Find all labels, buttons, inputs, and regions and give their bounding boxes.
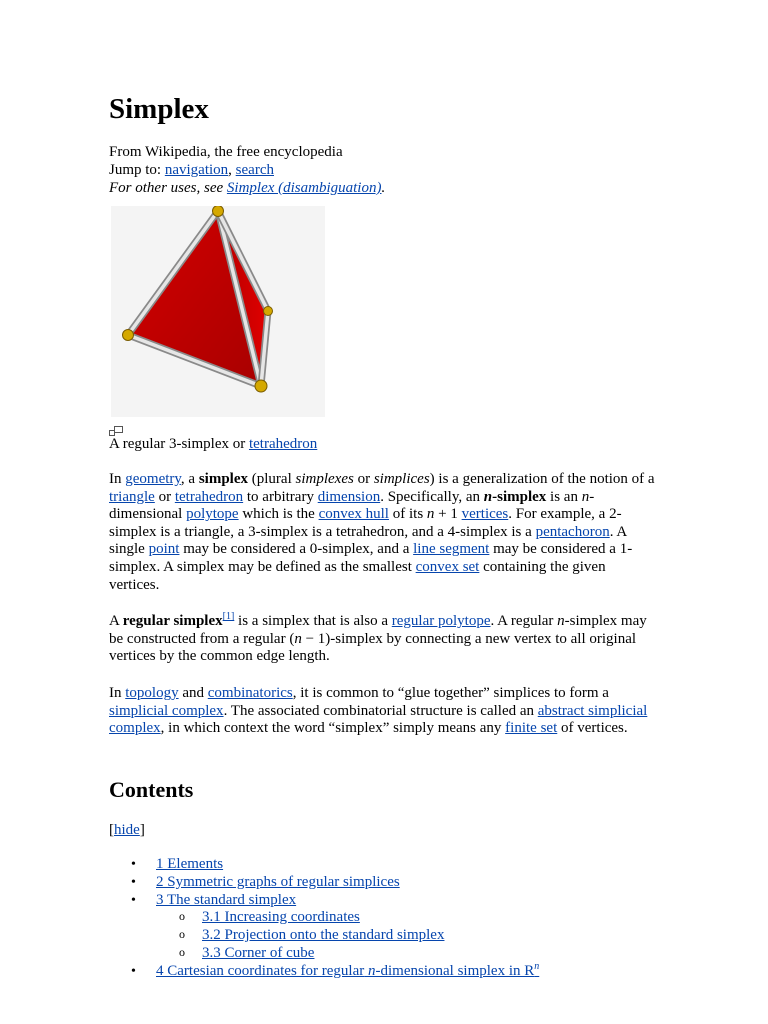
- term-n-simplex: n-simplex: [483, 488, 547, 505]
- convex-hull-link[interactable]: convex hull: [318, 506, 389, 523]
- jump-separator: ,: [228, 162, 232, 178]
- dimension-link[interactable]: dimension: [317, 488, 381, 505]
- regular-simplex-paragraph: [109, 613, 657, 666]
- simplicial-complex-link[interactable]: simplicial complex: [109, 702, 224, 719]
- triangle-link[interactable]: triangle: [109, 488, 155, 505]
- convex-set-link[interactable]: convex set: [415, 558, 480, 575]
- toc-subitem: [156, 909, 669, 927]
- hatnote-suffix: .: [381, 180, 386, 196]
- paragraph-text: In geometry, a simplex (plural simplexes or simplices) is a generalization of the notion of a triangle or tetrahedron to arbitrary dimension. Specifically, an n-simplex is an n-dimensional polytope which is the convex hull of its n + 1 vertices. For example, a 2-simplex is a triangle, a 3-simplex is a tetrahedron, and a 4-simplex is a pentachoron. A single point may be considered a 0-simplex, and a line segment may be considered a 1-simplex. A simplex may be defined as the smallest convex set containing the given vertices.: [109, 471, 655, 593]
- search-link[interactable]: search: [235, 162, 274, 178]
- geometry-link[interactable]: geometry: [125, 471, 181, 487]
- tetrahedron-illustration: [111, 206, 325, 417]
- toc-item: [109, 874, 669, 892]
- paragraph-text: A regular simplex[1] is a simplex that is also a regular polytope. A regular n-simplex may be constructed from a regular (n − 1)-simplex by connecting a new vertex to all original vertices by the common edge length.: [109, 611, 647, 665]
- table-of-contents: [109, 856, 669, 981]
- caption-text: A regular 3-simplex or: [109, 436, 246, 452]
- disambiguation-link[interactable]: Simplex (disambiguation): [226, 180, 382, 196]
- finite-set-link[interactable]: finite set: [505, 720, 558, 737]
- jump-links: [109, 162, 274, 180]
- toc-link-corner-of-cube[interactable]: 3.3 Corner of cube: [202, 944, 315, 961]
- toc-item: [109, 856, 669, 874]
- toc-link-increasing-coordinates[interactable]: 3.1 Increasing coordinates: [202, 909, 360, 926]
- vertices-link[interactable]: vertices: [461, 506, 509, 523]
- page-title: Simplex: [109, 93, 209, 125]
- toc-list: [109, 856, 669, 981]
- contents-heading: Contents: [109, 777, 194, 802]
- navigation-link[interactable]: navigation: [164, 162, 229, 178]
- point-link[interactable]: point: [148, 541, 180, 558]
- paragraph-text: In topology and combinatorics, it is common to “glue together” simplices to form a simplicial complex. The associated combinatorial structure is called an abstract simplicial complex, in which context the word “simplex” simply means any finite set of vertices.: [109, 685, 648, 737]
- toc-link-standard-simplex[interactable]: 3 The standard simplex: [156, 891, 297, 908]
- pentachoron-link[interactable]: pentachoron: [535, 523, 610, 540]
- toc-toggle: [hide]: [109, 822, 145, 838]
- toc-subitem: [156, 927, 669, 945]
- site-subtitle: From Wikipedia, the free encyclopedia: [109, 144, 343, 160]
- intro-paragraph: [109, 471, 657, 594]
- toc-sublist: [109, 909, 669, 962]
- line-segment-link[interactable]: line segment: [413, 541, 490, 558]
- reference-1-link[interactable]: [1]: [222, 611, 235, 622]
- toc-item: [109, 892, 669, 963]
- polytope-link[interactable]: polytope: [186, 506, 239, 523]
- toc-link-projection[interactable]: 3.2 Projection onto the standard simplex: [202, 927, 445, 944]
- topology-paragraph: [109, 685, 657, 738]
- toc-subitem: [156, 945, 669, 963]
- abstract-simplicial-complex-link[interactable]: abstract simplicial complex: [109, 702, 648, 737]
- hide-toc-link[interactable]: hide: [114, 822, 140, 838]
- toc-link-symmetric-graphs[interactable]: 2 Symmetric graphs of regular simplices: [156, 873, 400, 890]
- topology-link[interactable]: topology: [125, 685, 179, 701]
- hatnote-prefix: For other uses, see: [109, 180, 224, 196]
- toc-item: [109, 960, 669, 981]
- toc-link-elements[interactable]: 1 Elements: [156, 856, 224, 872]
- term-regular-simplex: regular simplex: [122, 613, 223, 629]
- term-simplex: simplex: [198, 471, 249, 487]
- combinatorics-link[interactable]: combinatorics: [207, 685, 293, 701]
- toc-link-cartesian-coordinates[interactable]: 4 Cartesian coordinates for regular n-dimensional simplex in R$^n$: [156, 960, 540, 979]
- regular-polytope-link[interactable]: regular polytope: [391, 613, 491, 629]
- caption-tetrahedron-link[interactable]: tetrahedron: [248, 436, 318, 452]
- jump-prefix: Jump to:: [109, 162, 162, 178]
- hatnote: [109, 180, 385, 198]
- enlarge-icon[interactable]: [109, 424, 123, 434]
- tetrahedron-image[interactable]: [111, 206, 325, 417]
- figure-caption: [109, 436, 317, 454]
- tetrahedron-link[interactable]: tetrahedron: [174, 488, 244, 505]
